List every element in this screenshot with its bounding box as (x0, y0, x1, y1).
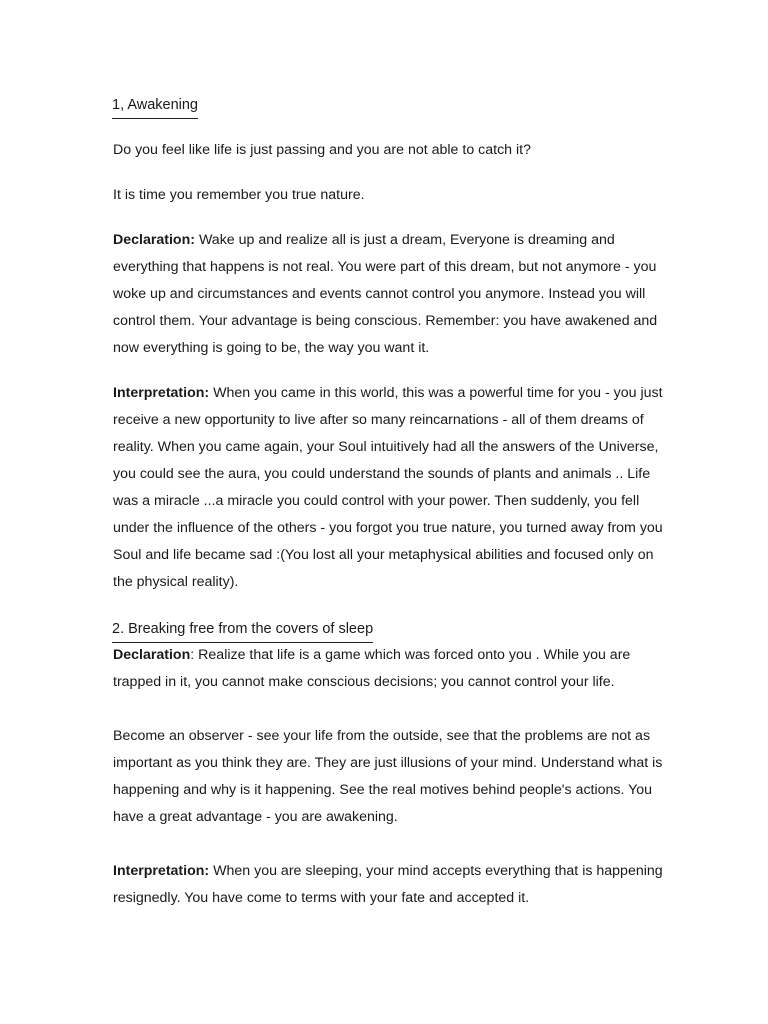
section-1-heading: 1, Awakening (112, 96, 198, 119)
interpretation-text: When you came in this world, this was a powerful time for you - you just receive a new opportunity to live after so many reincarnations - all of them dreams of reality. When you came again, your Soul intuitively had all the answers of the Universe, you could see the aura, you could understand the sounds of plants and animals .. Life was a miracle ...a miracle you could control with your power. Then suddenly, you fell under the influence of the others - you forgot you true nature, you turned away from you Soul and life became sad :(You lost all your metaphysical abilities and focused only on the physical reality). (113, 385, 663, 590)
interpretation-label: Interpretation: (113, 863, 210, 879)
interpretation-text: When you are sleeping, your mind accepts everything that is happening resignedly. You have come to terms with your fate and accepted it. (113, 863, 663, 906)
section-1-question: Do you feel like life is just passing and you are not able to catch it? (113, 142, 531, 158)
section-1-interpretation (113, 380, 663, 596)
section-2-observer-paragraph: Become an observer - see your life from the outside, see that the problems are not as important as you think they are. They are just illusions of your mind. Understand what is happening and why is it happening. See the real motives behind people's actions. You have a great advantage - you are awakening. (113, 728, 663, 825)
declaration-text: : Realize that life is a game which was forced onto you . While you are trapped in it, you cannot make conscious decisions; you cannot control your life. (113, 647, 631, 690)
interpretation-label: Interpretation: (113, 385, 210, 401)
section-2-interpretation (113, 858, 663, 912)
declaration-label: Declaration (113, 647, 191, 663)
declaration-label: Declaration: (113, 232, 195, 248)
section-2-heading: 2. Breaking free from the covers of sleep (112, 620, 373, 643)
section-1-statement: It is time you remember you true nature. (113, 187, 365, 203)
section-1-declaration (113, 227, 663, 362)
declaration-text: Wake up and realize all is just a dream, Everyone is dreaming and everything that happens is not real. You were part of this dream, but not anymore - you woke up and circumstances and events cannot control you anymore. Instead you will control them. Your advantage is being conscious. Remember: you have awakened and now everything is going to be, the way you want it. (113, 232, 658, 356)
section-2-declaration (113, 642, 663, 696)
